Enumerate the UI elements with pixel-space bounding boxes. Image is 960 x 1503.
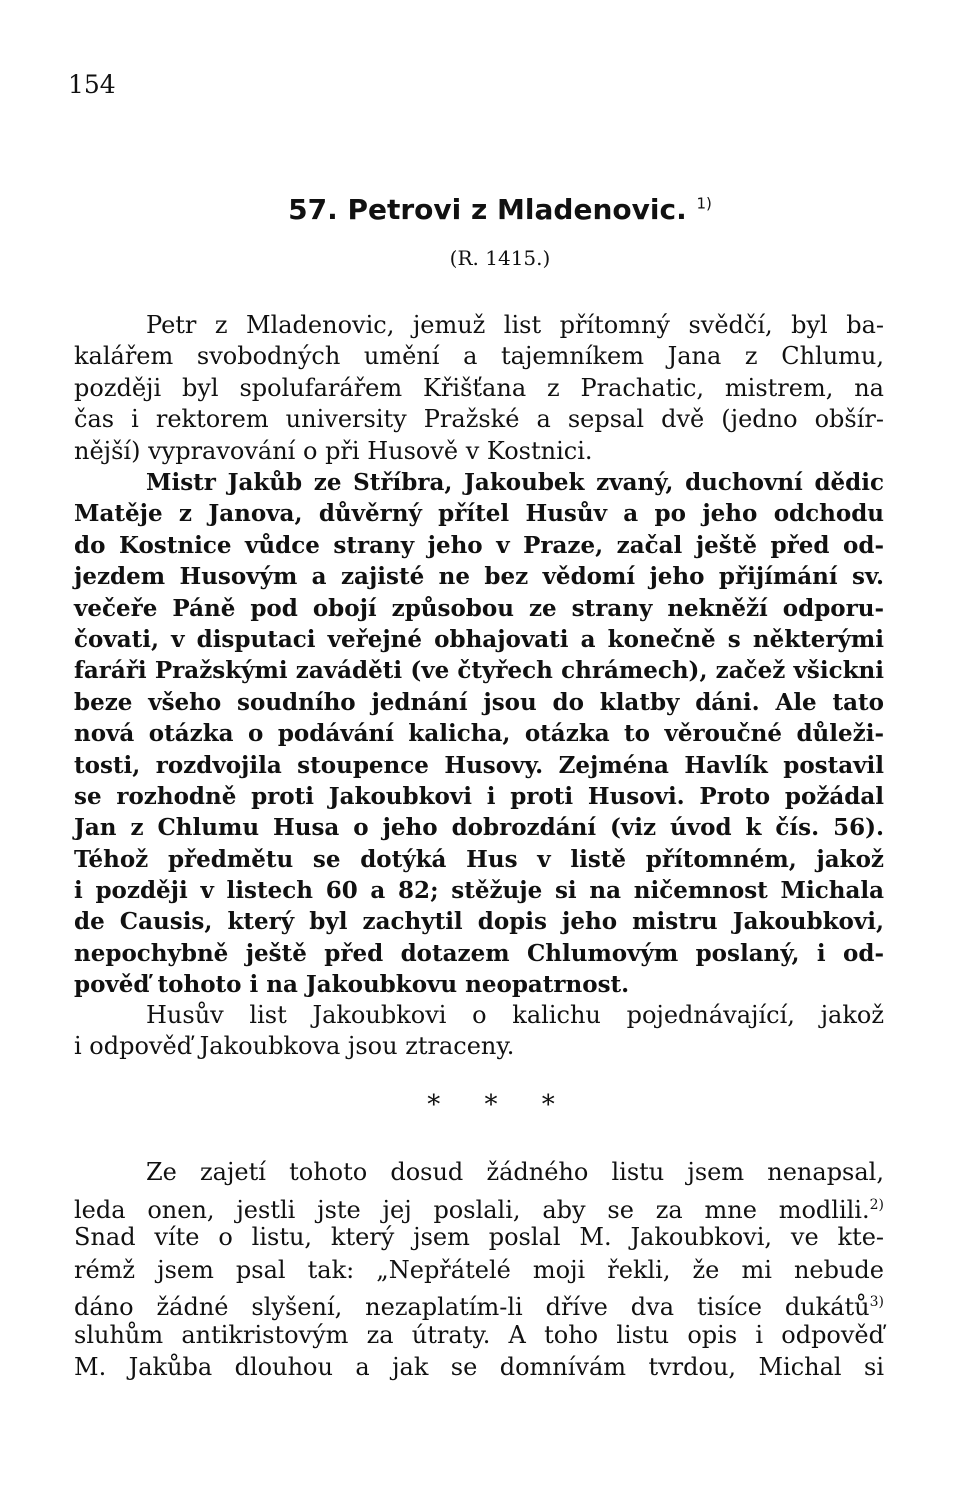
text-line: pověď tohoto i na Jakoubkovu neopatrnost. [74, 971, 630, 999]
text-line [74, 1189, 884, 1222]
text-line: Matěje z Janova, důvěrný přítel Husův a po jeho odchodu [74, 500, 884, 528]
text-line: de Causis, který byl zachytil dopis jeho mistru Jakoubkovi, [74, 908, 884, 936]
text-line: nová otázka o podávání kalicha, otázka to věroučné důleži- [74, 720, 884, 748]
text-line: jezdem Husovým a zajisté ne bez vědomí jeho přijímání sv. [74, 563, 884, 591]
lost-letters-paragraph [74, 1000, 884, 1063]
text-line: se rozhodně proti Jakoubkovi i proti Husovi. Proto požádal [74, 782, 884, 810]
text-line: Snad víte o listu, který jsem poslal M. Jakoubkovi, ve kte- [74, 1223, 884, 1251]
text-line-content: dáno žádné slyšení, nezaplatím-li dříve dva tisíce dukátů [74, 1293, 870, 1321]
footnote-mark: 1) [696, 194, 712, 213]
text-line: čovati, v disputaci veřejné obhajovati a konečně s některými [74, 625, 884, 653]
text-line: nější) vypravování o při Husově v Kostnici. [74, 436, 593, 465]
text-line: do Kostnice vůdce strany jeho v Praze, začal ještě před od- [74, 531, 884, 559]
text-line: Téhož předmětu se dotýká Hus v listě přítomném, jakož [74, 845, 884, 873]
section-separator: * * * [427, 1090, 573, 1120]
letter-body [74, 1156, 884, 1384]
letter-title: 57. Petrovi z Mladenovic. [288, 193, 687, 226]
page-number: 154 [68, 70, 116, 99]
text-line: sluhům antikristovým za útraty. A toho listu opis i odpověď [74, 1320, 884, 1349]
text-line: Husův list Jakoubkovi o kalichu pojednávající, jakož [146, 1001, 884, 1029]
letter-date: (R. 1415.) [449, 246, 551, 270]
text-line: faráři Pražskými zaváděti (ve čtyřech chrámech), začež všickni [74, 657, 884, 685]
text-line-content: leda onen, jestli jste jej poslali, aby se za mne modlili. [74, 1195, 870, 1224]
text-line: tosti, rozdvojila stoupence Husovy. Zejména Havlík postavil [74, 751, 884, 779]
text-line: čas i rektorem university Pražské a sepsal dvě (jedno obšír- [74, 405, 884, 434]
intro-paragraph [74, 310, 884, 467]
text-line: rémž jsem psal tak: „Nepřátelé moji řekli, že mi nebude [74, 1255, 884, 1284]
text-line: Jan z Chlumu Husa o jeho dobrozdání (viz úvod k čís. 56). [74, 814, 884, 842]
text-line: Mistr Jakůb ze Stříbra, Jakoubek zvaný, duchovní dědic [146, 469, 884, 496]
text-line: večeře Páně pod obojí způsobou ze strany nekněží odporu- [74, 594, 884, 622]
letter-heading [0, 193, 960, 226]
text-line: Ze zajetí tohoto dosud žádného listu jsem nenapsal, [146, 1158, 884, 1186]
text-line: nepochybně ještě před dotazem Chlumovým poslaný, i od- [74, 939, 884, 967]
text-line: M. Jakůba dlouhou a jak se domnívám tvrdou, Michal si [74, 1353, 884, 1381]
text-line: beze všeho soudního jednání jsou do klatby dáni. Ale tato [74, 688, 884, 716]
text-line: později byl spolufarářem Křišťana z Prachatic, mistrem, na [74, 373, 884, 402]
jakub-paragraph [74, 467, 884, 1001]
footnote-mark: 2) [869, 1196, 884, 1213]
text-line: i později v listech 60 a 82; stěžuje si na ničemnost Michala [74, 877, 884, 905]
text-line: Petr z Mladenovic, jemuž list přítomný svědčí, byl ba- [146, 311, 884, 339]
text-line: i odpověď Jakoubkova jsou ztraceny. [74, 1032, 515, 1061]
text-line: kalářem svobodných umění a tajemníkem Jana z Chlumu, [74, 342, 884, 371]
footnote-mark: 3) [869, 1294, 884, 1310]
text-line [74, 1286, 884, 1319]
